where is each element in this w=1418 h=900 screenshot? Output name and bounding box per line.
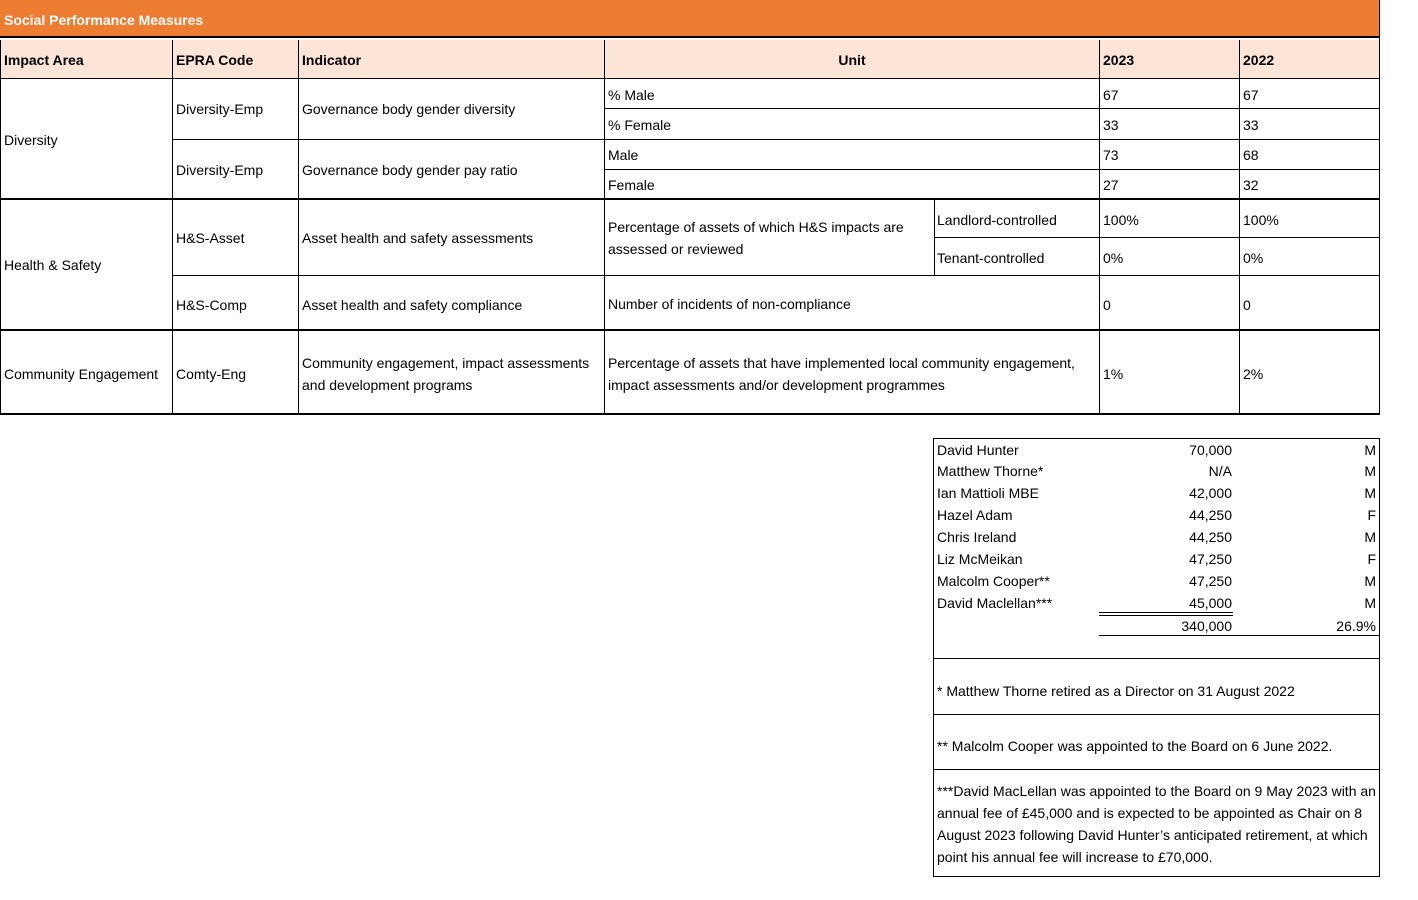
header-epra-code: EPRA Code [176, 52, 254, 68]
unit: Number of incidents of non-compliance [608, 296, 851, 312]
unit: Percentage of assets that have implemented local community engagement, impact assessments and/or development programmes [608, 355, 1075, 393]
director-gender: M [1364, 595, 1376, 611]
header-impact-area: Impact Area [4, 52, 84, 68]
impact-area-community: Community Engagement [4, 366, 159, 382]
director-name: Chris Ireland [937, 529, 1017, 545]
director-fee: 44,250 [1189, 507, 1232, 523]
value-2022: 67 [1243, 87, 1259, 103]
director-name: Hazel Adam [937, 507, 1013, 523]
value-2022: 68 [1243, 147, 1259, 163]
director-fee: 47,250 [1189, 551, 1232, 567]
value-2023: 0 [1103, 297, 1111, 313]
header-2023: 2023 [1103, 52, 1135, 68]
indicator: Asset health and safety compliance [302, 297, 523, 313]
director-name: Liz McMeikan [937, 551, 1023, 567]
epra-code: Diversity-Emp [176, 101, 264, 117]
director-fee: N/A [1208, 463, 1232, 479]
director-name: David Maclellan*** [937, 595, 1053, 611]
header-2022: 2022 [1243, 52, 1275, 68]
value-2023: 33 [1103, 117, 1119, 133]
director-name: Malcolm Cooper** [937, 573, 1050, 589]
sub-unit: Landlord-controlled [937, 212, 1057, 228]
value-2022: 0 [1243, 297, 1251, 313]
value-2022: 32 [1243, 177, 1259, 193]
director-name: David Hunter [937, 442, 1019, 458]
header-indicator: Indicator [302, 52, 362, 68]
epra-code: H&S-Asset [176, 230, 245, 246]
value-2023: 67 [1103, 87, 1119, 103]
director-gender: M [1364, 442, 1376, 458]
value-2023: 27 [1103, 177, 1119, 193]
value-2022: 2% [1243, 366, 1264, 382]
indicator: Asset health and safety assessments [302, 230, 534, 246]
fee-ratio: 26.9% [1336, 618, 1376, 634]
value-2022: 100% [1243, 212, 1279, 228]
director-fee: 45,000 [1189, 595, 1232, 611]
impact-area-diversity: Diversity [4, 132, 58, 148]
indicator: Governance body gender diversity [302, 101, 516, 117]
value-2023: 73 [1103, 147, 1119, 163]
unit: Male [608, 147, 639, 163]
director-gender: M [1364, 573, 1376, 589]
sub-unit: Tenant-controlled [937, 250, 1045, 266]
director-fee: 42,000 [1189, 485, 1232, 501]
indicator: Community engagement, impact assessments and development programs [302, 355, 590, 393]
director-fee: 47,250 [1189, 573, 1232, 589]
value-2023: 1% [1103, 366, 1124, 382]
fee-total: 340,000 [1181, 618, 1232, 634]
indicator: Governance body gender pay ratio [302, 162, 518, 178]
footnote: ***David MacLellan was appointed to the Board on 9 May 2023 with an annual fee of £45,000 and is expected to be appointed as Chair on 8 August 2023 following David Hunter’s anticipated retirement, at which point his annual fee will increase to £70,000. [937, 783, 1376, 865]
footnote: * Matthew Thorne retired as a Director on 31 August 2022 [937, 683, 1295, 699]
director-gender: M [1364, 485, 1376, 501]
unit: % Female [608, 117, 672, 133]
director-fee: 70,000 [1189, 442, 1232, 458]
impact-area-health-safety: Health & Safety [4, 257, 102, 273]
director-gender: F [1367, 551, 1376, 567]
epra-code: Diversity-Emp [176, 162, 264, 178]
director-name: Ian Mattioli MBE [937, 485, 1039, 501]
value-2022: 33 [1243, 117, 1259, 133]
director-name: Matthew Thorne* [937, 463, 1044, 479]
director-gender: M [1364, 529, 1376, 545]
director-gender: F [1367, 507, 1376, 523]
unit: % Male [608, 87, 655, 103]
unit: Female [608, 177, 655, 193]
table-title: Social Performance Measures [0, 0, 1380, 38]
director-gender: M [1364, 463, 1376, 479]
epra-code: Comty-Eng [176, 366, 247, 382]
value-2023: 100% [1103, 212, 1139, 228]
director-fee: 44,250 [1189, 529, 1232, 545]
unit: Percentage of assets of which H&S impacts are assessed or reviewed [608, 219, 904, 257]
value-2022: 0% [1243, 250, 1264, 266]
footnote: ** Malcolm Cooper was appointed to the Board on 6 June 2022. [937, 738, 1333, 754]
header-unit: Unit [838, 52, 866, 68]
value-2023: 0% [1103, 250, 1124, 266]
epra-code: H&S-Comp [176, 297, 247, 313]
